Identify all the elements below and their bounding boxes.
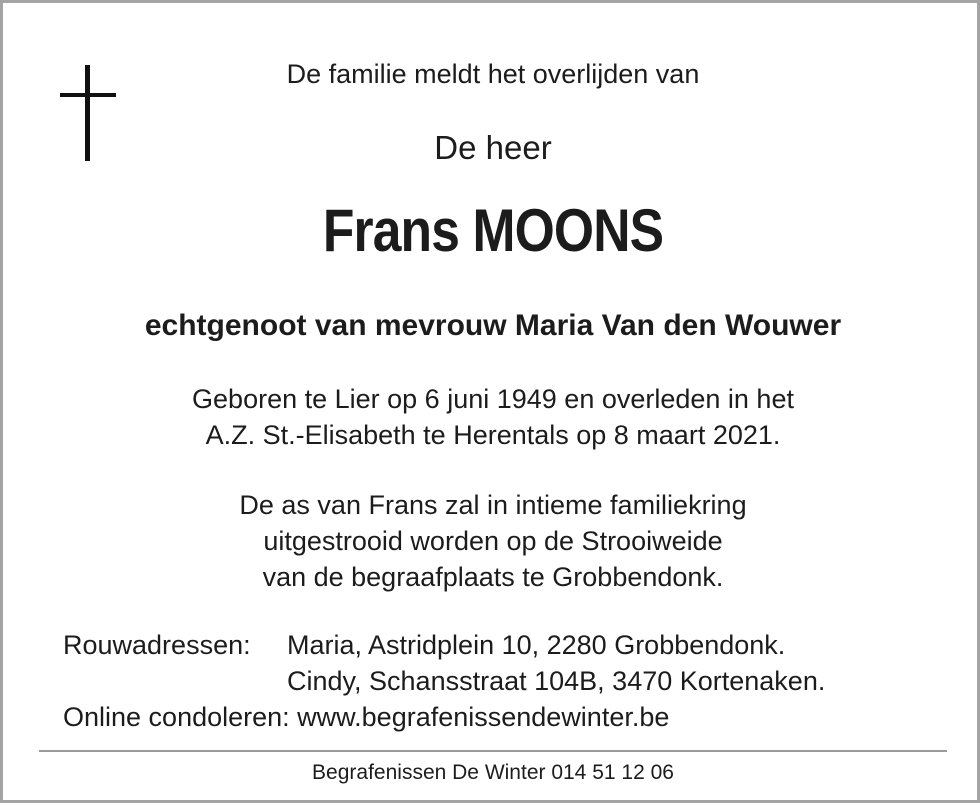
- deceased-name: Frans MOONS: [322, 197, 664, 264]
- funeral-home-footer: Begrafenissen De Winter 014 51 12 06: [312, 761, 674, 784]
- notice-intro: De familie meldt het overlijden van: [286, 59, 700, 89]
- address-line: Maria, Astridplein 10, 2280 Grobbendonk.: [287, 630, 786, 660]
- spouse-line: echtgenoot van mevrouw Maria Van den Wouwer: [144, 309, 842, 342]
- birth-death-line: Geboren te Lier op 6 juni 1949 en overleden in het: [192, 384, 794, 414]
- ashes-line: uitgestrooid worden op de Strooiweide: [263, 526, 723, 556]
- online-condolence-line: Online condoleren: www.begrafenissendewinter.be: [63, 702, 670, 732]
- addresses-label: Rouwadressen:: [63, 630, 251, 660]
- ashes-line: De as van Frans zal in intieme familiekring: [239, 490, 747, 520]
- ashes-line: van de begraafplaats te Grobbendonk.: [262, 562, 724, 592]
- divider: [39, 750, 947, 752]
- address-line: Cindy, Schansstraat 104B, 3470 Kortenaken.: [287, 666, 826, 696]
- condolence-addresses: [63, 627, 825, 735]
- birth-death-line: A.Z. St.-Elisabeth te Herentals op 8 maart 2021.: [205, 420, 781, 450]
- notice-title: De heer: [434, 129, 552, 166]
- birth-death-paragraph: [3, 381, 980, 453]
- ashes-paragraph: [3, 487, 980, 595]
